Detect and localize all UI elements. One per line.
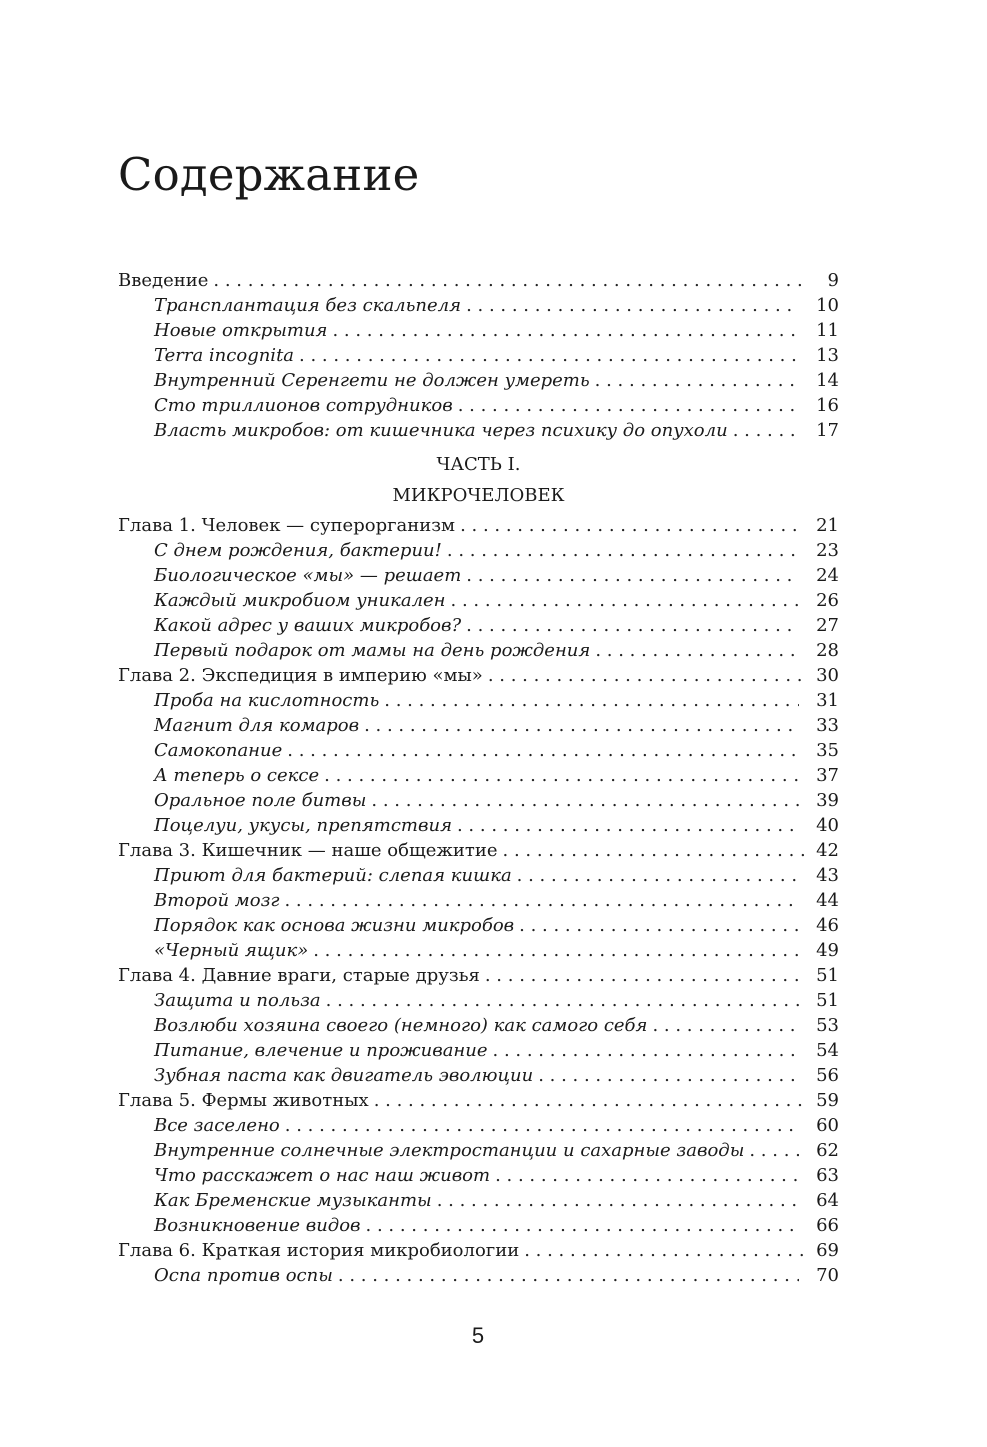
leader-dots (519, 913, 799, 938)
leader-dots (384, 688, 799, 713)
leader-dots (466, 293, 799, 318)
toc-subsection[interactable] (118, 1213, 839, 1238)
toc-subsection[interactable] (118, 1163, 839, 1188)
toc-entry-page: 33 (816, 715, 839, 736)
toc-entry-label: Каждый микробиом уникален (154, 590, 446, 611)
page-number: 5 (471, 1323, 485, 1348)
toc-entry-label: Глава 1. Человек — суперорганизм (118, 515, 456, 536)
toc-entry-page: 31 (816, 690, 839, 711)
toc-entry-label: Власть микробов: от кишечника через психику до опухоли (154, 420, 728, 441)
toc-entry-page: 11 (816, 320, 839, 341)
toc-entry-page: 66 (816, 1215, 839, 1236)
toc-entry-page: 64 (816, 1190, 839, 1211)
table-of-contents (118, 268, 839, 1288)
toc-entry-page: 44 (816, 890, 839, 911)
toc-entry-page: 14 (816, 370, 839, 391)
leader-dots (213, 268, 805, 293)
leader-dots (437, 1188, 799, 1213)
toc-subsection[interactable] (118, 393, 839, 418)
toc-entry-label: Питание, влечение и проживание (154, 1040, 488, 1061)
toc-entry-label: А теперь о сексе (154, 765, 320, 786)
leader-dots (324, 763, 799, 788)
leader-dots (495, 1163, 799, 1188)
toc-subsection[interactable] (118, 538, 839, 563)
toc-subsection[interactable] (118, 1138, 839, 1163)
toc-subsection[interactable] (118, 913, 839, 938)
toc-entry-page: 46 (816, 915, 839, 936)
leader-dots (733, 418, 799, 443)
toc-subsection[interactable] (118, 343, 839, 368)
toc-entry-page: 26 (816, 590, 839, 611)
toc-entry-page: 60 (816, 1115, 839, 1136)
leader-dots (332, 318, 799, 343)
leader-dots (493, 1038, 799, 1063)
toc-entry-page: 59 (816, 1090, 839, 1111)
leader-dots (652, 1013, 799, 1038)
toc-entry-label: Проба на кислотность (154, 690, 380, 711)
toc-subsection[interactable] (118, 318, 839, 343)
toc-entry-page: 62 (816, 1140, 839, 1161)
leader-dots (287, 738, 799, 763)
toc-entry-label: Зубная паста как двигатель эволюции (154, 1065, 534, 1086)
toc-entry-label: Магнит для комаров (154, 715, 360, 736)
toc-entry-page: 53 (816, 1015, 839, 1036)
leader-dots (595, 638, 799, 663)
leader-dots (595, 368, 799, 393)
toc-chapter[interactable] (118, 963, 839, 988)
toc-entry-page: 17 (816, 420, 839, 441)
toc-entry-page: 43 (816, 865, 839, 886)
toc-entry-page: 56 (816, 1065, 839, 1086)
toc-entry-label: Внутренний Серенгети не должен умереть (154, 370, 590, 391)
toc-entry-page: 42 (816, 840, 839, 861)
toc-subsection[interactable] (118, 888, 839, 913)
toc-entry-label: Оральное поле битвы (154, 790, 367, 811)
leader-dots (458, 393, 799, 418)
toc-subsection[interactable] (118, 738, 839, 763)
toc-entry-label: Второй мозг (154, 890, 280, 911)
leader-dots (460, 513, 805, 538)
page-title: Содержание (118, 148, 420, 201)
toc-subsection[interactable] (118, 638, 839, 663)
toc-chapter[interactable] (118, 838, 839, 863)
toc-subsection[interactable] (118, 563, 839, 588)
toc-subsection[interactable] (118, 788, 839, 813)
toc-chapter[interactable] (118, 663, 839, 688)
toc-entry-label: Глава 6. Краткая история микробиологии (118, 1240, 520, 1261)
toc-entry-label: Введение (118, 270, 209, 291)
toc-entry-label: Terra incognita (154, 345, 295, 366)
toc-subsection[interactable] (118, 813, 839, 838)
toc-entry-label: Поцелуи, укусы, препятствия (154, 815, 452, 836)
toc-entry-page: 70 (816, 1265, 839, 1286)
toc-entry-label: Порядок как основа жизни микробов (154, 915, 515, 936)
toc-subsection[interactable] (118, 1013, 839, 1038)
toc-subsection[interactable] (118, 1063, 839, 1088)
toc-entry-label: Глава 5. Фермы животных (118, 1090, 369, 1111)
intro-section (118, 268, 839, 443)
toc-subsection[interactable] (118, 418, 839, 443)
toc-entry-label: Глава 4. Давние враги, старые друзья (118, 965, 480, 986)
toc-entry-intro[interactable] (118, 268, 839, 293)
toc-entry-label: Возникновение видов (154, 1215, 361, 1236)
toc-entry-page: 21 (816, 515, 839, 536)
chapters-list (118, 513, 839, 1288)
leader-dots (524, 1238, 805, 1263)
toc-entry-label: Трансплантация без скальпеля (154, 295, 462, 316)
leader-dots (749, 1138, 799, 1163)
toc-subsection[interactable] (118, 1263, 839, 1288)
leader-dots (313, 938, 799, 963)
leader-dots (485, 963, 805, 988)
toc-entry-label: Глава 3. Кишечник — наше общежитие (118, 840, 498, 861)
toc-entry-page: 27 (816, 615, 839, 636)
leader-dots (338, 1263, 799, 1288)
toc-entry-page: 63 (816, 1165, 839, 1186)
toc-entry-label: Новые открытия (154, 320, 328, 341)
toc-entry-label: Что расскажет о нас наш живот (154, 1165, 491, 1186)
toc-entry-page: 54 (816, 1040, 839, 1061)
toc-entry-label: Оспа против оспы (154, 1265, 333, 1286)
toc-entry-label: Первый подарок от мамы на день рождения (154, 640, 591, 661)
toc-entry-label: Биологическое «мы» — решает (154, 565, 462, 586)
toc-entry-page: 51 (816, 990, 839, 1011)
toc-entry-page: 37 (816, 765, 839, 786)
toc-entry-page: 13 (816, 345, 839, 366)
toc-entry-page: 39 (816, 790, 839, 811)
toc-entry-page: 28 (816, 640, 839, 661)
leader-dots (538, 1063, 799, 1088)
toc-entry-label: Защита и польза (154, 990, 321, 1011)
toc-subsection[interactable] (118, 763, 839, 788)
leader-dots (447, 538, 799, 563)
toc-entry-page: 24 (816, 565, 839, 586)
toc-entry-page: 30 (816, 665, 839, 686)
leader-dots (284, 888, 799, 913)
leader-dots (374, 1088, 805, 1113)
leader-dots (466, 613, 799, 638)
toc-entry-label: Сто триллионов сотрудников (154, 395, 453, 416)
toc-entry-page: 40 (816, 815, 839, 836)
leader-dots (488, 663, 805, 688)
toc-entry-label: Возлюби хозяина своего (немного) как самого себя (154, 1015, 648, 1036)
toc-subsection[interactable] (118, 293, 839, 318)
part-number: ЧАСТЬ I. (436, 454, 521, 475)
toc-subsection[interactable] (118, 863, 839, 888)
toc-entry-label: Как Бременские музыканты (154, 1190, 432, 1211)
toc-subsection[interactable] (118, 613, 839, 638)
toc-subsection[interactable] (118, 1038, 839, 1063)
toc-subsection[interactable] (118, 1113, 839, 1138)
toc-entry-label: Самокопание (154, 740, 283, 761)
toc-entry-page: 9 (827, 270, 839, 291)
leader-dots (366, 1213, 799, 1238)
leader-dots (285, 1113, 799, 1138)
toc-subsection[interactable] (118, 1188, 839, 1213)
toc-subsection[interactable] (118, 588, 839, 613)
leader-dots (466, 563, 799, 588)
toc-subsection[interactable] (118, 688, 839, 713)
toc-entry-page: 35 (816, 740, 839, 761)
part-title: МИКРОЧЕЛОВЕК (392, 485, 565, 506)
toc-entry-page: 10 (816, 295, 839, 316)
toc-chapter[interactable] (118, 513, 839, 538)
toc-entry-label: Все заселено (154, 1115, 280, 1136)
toc-entry-label: Приют для бактерий: слепая кишка (154, 865, 512, 886)
toc-entry-label: Какой адрес у ваших микробов? (154, 615, 462, 636)
leader-dots (364, 713, 799, 738)
leader-dots (299, 343, 799, 368)
toc-subsection[interactable] (118, 938, 839, 963)
toc-entry-page: 23 (816, 540, 839, 561)
toc-entry-label: Глава 2. Экспедиция в империю «мы» (118, 665, 483, 686)
toc-subsection[interactable] (118, 368, 839, 393)
toc-chapter[interactable] (118, 1088, 839, 1113)
toc-entry-label: «Черный ящик» (154, 940, 309, 961)
leader-dots (451, 588, 799, 613)
leader-dots (371, 788, 799, 813)
leader-dots (503, 838, 805, 863)
leader-dots (517, 863, 799, 888)
leader-dots (326, 988, 799, 1013)
toc-entry-page: 49 (816, 940, 839, 961)
toc-entry-page: 69 (816, 1240, 839, 1261)
toc-entry-label: Внутренние солнечные электростанции и сахарные заводы (154, 1140, 745, 1161)
toc-entry-page: 16 (816, 395, 839, 416)
leader-dots (457, 813, 799, 838)
toc-chapter[interactable] (118, 1238, 839, 1263)
toc-entry-label: С днем рождения, бактерии! (154, 540, 442, 561)
toc-subsection[interactable] (118, 713, 839, 738)
toc-subsection[interactable] (118, 988, 839, 1013)
toc-entry-page: 51 (816, 965, 839, 986)
